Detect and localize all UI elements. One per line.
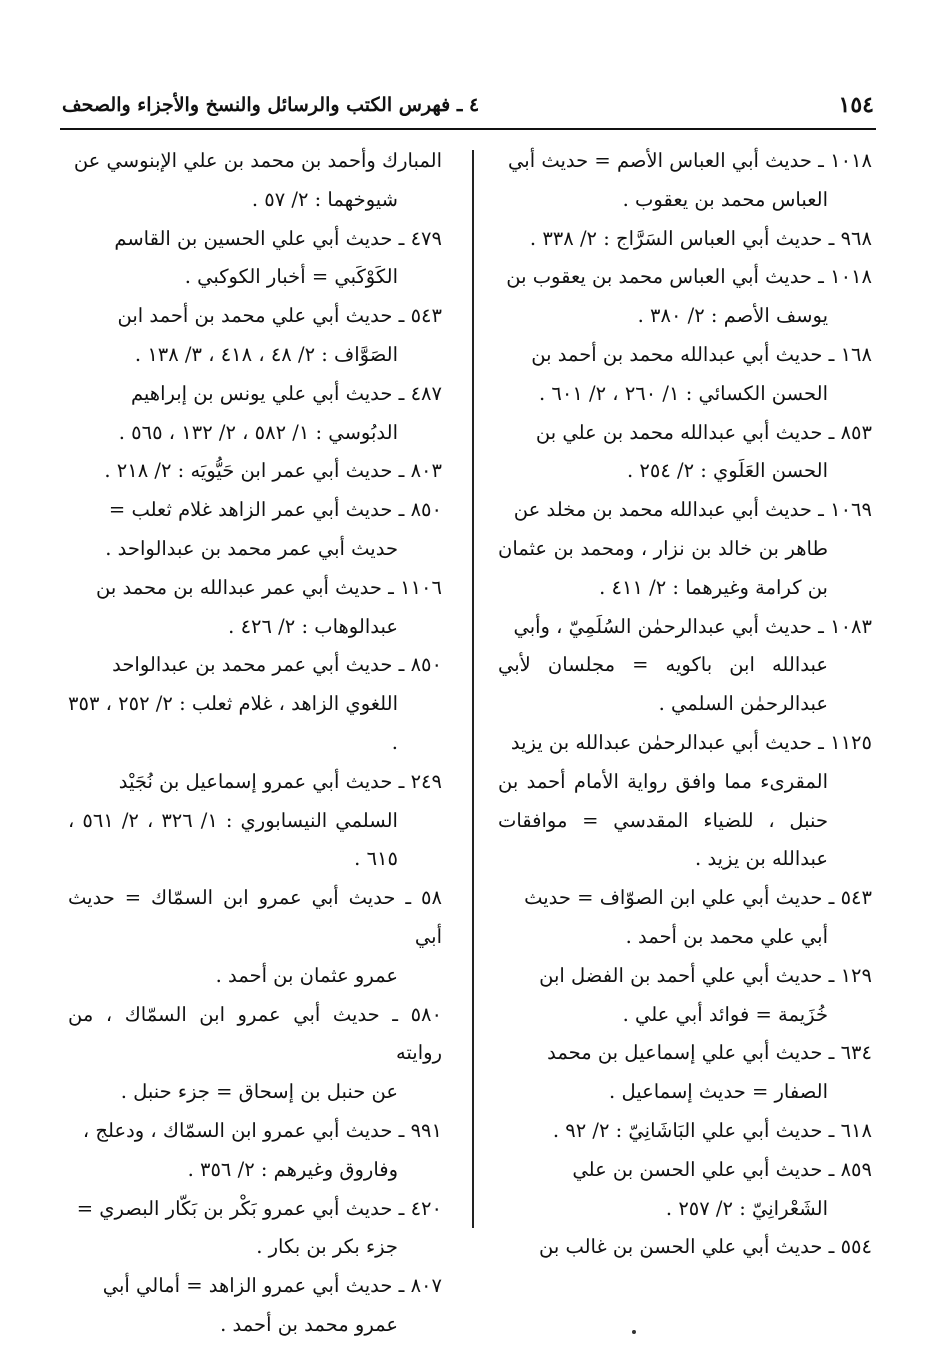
left-column bbox=[68, 142, 442, 1345]
entry-line: ١١٠٦ ـ حديث أبي عمر عبدالله بن محمد بن bbox=[96, 575, 442, 599]
index-entry bbox=[498, 414, 872, 492]
entry-line: ١٠١٨ ـ حديث أبي العباس محمد بن يعقوب بن bbox=[506, 265, 872, 289]
index-entry bbox=[498, 1151, 872, 1229]
index-entry bbox=[68, 491, 442, 569]
running-title: ٤ ـ فهرس الكتب والرسائل والنسخ والأجزاء والصحف bbox=[62, 94, 480, 116]
entry-continuation: أبي علي محمد بن أحمد . bbox=[625, 924, 828, 948]
entry-line: ٥٨ ـ حديث أبي عمرو ابن السمّاك = حديث أبي bbox=[68, 886, 442, 948]
entry-line: ٥٨٠ ـ حديث أبي عمرو ابن السمّاك ، من روايته bbox=[68, 1002, 442, 1065]
entry-line: ٨٥٩ ـ حديث أبي علي الحسن بن علي bbox=[572, 1157, 872, 1181]
entry-line: ٥٥٤ ـ حديث أبي علي الحسن بن غالب بن bbox=[539, 1235, 872, 1259]
index-entry bbox=[498, 879, 872, 957]
entry-line: ١٠١٨ ـ حديث أبي العباس الأصم = حديث أبي bbox=[508, 149, 872, 172]
entry-line: ٥٤٣ ـ حديث أبي علي ابن الصوّاف = حديث bbox=[524, 886, 872, 910]
entry-continuation: الدبُوسي : ١/ ٥٨٢ ، ٢/ ١٣٢ ، ٥٦٥ . bbox=[118, 420, 398, 444]
index-entry bbox=[68, 220, 442, 298]
index-entry bbox=[68, 763, 442, 879]
entry-continuation: اللغوي الزاهد ، غلام ثعلب : ٢/ ٢٥٢ ، ٣٥٣ . bbox=[68, 692, 398, 754]
entry-continuation: السلمي النيسابوري : ١/ ٣٢٦ ، ٢/ ٥٦١ ، ٦١٥ . bbox=[68, 808, 398, 871]
index-entry bbox=[498, 608, 872, 724]
entry-line: ٨٥٠ ـ حديث أبي عمر محمد بن عبدالواحد bbox=[112, 653, 442, 677]
index-entry bbox=[498, 1112, 872, 1151]
index-entry bbox=[498, 220, 872, 259]
entry-continuation: الصَوَّاف : ٢/ ٤٨ ، ٤١٨ ، ٣/ ١٣٨ . bbox=[134, 342, 398, 366]
index-entry bbox=[68, 569, 442, 647]
entry-continuation: الصفار = حديث إسماعيل . bbox=[609, 1080, 828, 1104]
entry-line: ٤٧٩ ـ حديث أبي علي الحسين بن القاسم bbox=[114, 226, 442, 250]
entry-continuation: شيوخهما : ٢/ ٥٧ . bbox=[251, 187, 398, 211]
entry-continuation: وفاروق وغيرهم : ٢/ ٣٥٦ . bbox=[187, 1157, 398, 1181]
entry-continuation: الكَوْكَبي = أخبار الكوكبي . bbox=[184, 265, 398, 289]
entry-continuation: يوسف الأصم : ٢/ ٣٨٠ . bbox=[637, 304, 828, 328]
index-entry bbox=[68, 1190, 442, 1268]
entry-continuation: عمرو عثمان بن أحمد . bbox=[215, 963, 398, 987]
index-entry bbox=[68, 646, 442, 762]
entry-continuation: الحسن العَلَوي : ٢/ ٢٥٤ . bbox=[626, 459, 828, 483]
entry-line: ١٦٨ ـ حديث أبي عبدالله محمد بن أحمد بن bbox=[531, 342, 872, 366]
entry-line: ٥٤٣ ـ حديث أبي علي محمد بن أحمد ابن bbox=[117, 304, 442, 328]
entry-line: ٨٥٣ ـ حديث أبي عبدالله محمد بن علي بن bbox=[535, 420, 872, 444]
entry-line: ٨٥٠ ـ حديث أبي عمر الزاهد غلام ثعلب = bbox=[108, 498, 442, 522]
index-entry bbox=[498, 336, 872, 414]
entry-continuation: العباس محمد بن يعقوب . bbox=[622, 187, 828, 211]
entry-continuation: عبدالله ابن باكويه = مجلسان لأبي عبدالرحمٰن السلمي . bbox=[498, 653, 828, 716]
entry-continuation: المقرىء مما وافق رواية الأمام أحمد بن حنبل ، للضياء المقدسي = موافقات عبدالله بن يزيد . bbox=[498, 769, 828, 871]
index-entry bbox=[498, 1228, 872, 1267]
entry-continuation: الشَعْرانِيّ : ٢/ ٢٥٧ . bbox=[665, 1196, 828, 1220]
entry-continuation: طاهر بن خالد بن نزار ، ومحمد بن عثمان بن كرامة وغيرهما : ٢/ ٤١١ . bbox=[498, 536, 828, 599]
entry-continuation: خُزَيمة = فوائد أبي علي . bbox=[622, 1002, 828, 1026]
entry-line: المبارك وأحمد بن محمد بن علي الإبنوسي عن bbox=[73, 149, 442, 172]
index-entry bbox=[68, 142, 442, 220]
entry-line: ٩٩١ ـ حديث أبي عمرو ابن السمّاك ، ودعلج ، bbox=[82, 1118, 442, 1142]
entry-line: ٤٢٠ ـ حديث أبي عمرو بَكْر بن بَكّار البصري = bbox=[76, 1196, 442, 1220]
right-column bbox=[498, 142, 872, 1267]
footer-dot bbox=[632, 1330, 636, 1334]
index-entry bbox=[498, 258, 872, 336]
entry-line: ٢٤٩ ـ حديث أبي عمرو إسماعيل بن نُجَيْد bbox=[118, 769, 442, 793]
index-entry bbox=[498, 724, 872, 879]
index-entry bbox=[68, 452, 442, 491]
index-entry bbox=[68, 1267, 442, 1345]
header-rule bbox=[60, 128, 876, 130]
entry-line: ١٠٨٣ ـ حديث أبي عبدالرحمٰن السُلَمِيّ ، وأبي bbox=[513, 614, 872, 638]
index-entry bbox=[68, 1112, 442, 1190]
index-entry bbox=[498, 957, 872, 1035]
entry-line: ١٠٦٩ ـ حديث أبي عبدالله محمد بن مخلد عن bbox=[513, 498, 872, 522]
entry-continuation: عن حنبل بن إسحاق = جزء حنبل . bbox=[120, 1080, 398, 1104]
entry-continuation: الحسن الكسائي : ١/ ٢٦٠ ، ٢/ ٦٠١ . bbox=[539, 381, 828, 405]
entry-line: ٦٣٤ ـ حديث أبي علي إسماعيل بن محمد bbox=[547, 1041, 872, 1065]
page-number: ١٥٤ bbox=[838, 92, 874, 118]
entry-line: ١١٢٥ ـ حديث أبي عبدالرحمٰن عبدالله بن يزيد bbox=[510, 730, 872, 754]
entry-line: ٦١٨ ـ حديث أبي علي البَاشَانِيّ : ٢/ ٩٢ . bbox=[552, 1118, 872, 1142]
index-entry bbox=[498, 142, 872, 220]
index-entry bbox=[68, 375, 442, 453]
entry-continuation: عبدالوهاب : ٢/ ٤٢٦ . bbox=[228, 614, 398, 638]
entry-continuation: عمرو محمد بن أحمد . bbox=[220, 1312, 398, 1336]
column-divider bbox=[472, 150, 474, 1228]
entry-continuation: حديث أبي عمر محمد بن عبدالواحد . bbox=[105, 536, 398, 560]
page-header bbox=[62, 88, 874, 122]
entry-line: ٩٦٨ ـ حديث أبي العباس السَرَّاج : ٢/ ٣٣٨ . bbox=[529, 226, 872, 250]
entry-line: ١٢٩ ـ حديث أبي علي أحمد بن الفضل ابن bbox=[539, 963, 872, 987]
index-entry bbox=[498, 491, 872, 607]
entry-line: ٨٠٣ ـ حديث أبي عمر ابن حَيُّويَه : ٢/ ٢١٨ . bbox=[104, 459, 442, 483]
index-entry bbox=[498, 1034, 872, 1112]
entry-continuation: جزء بكر بن بكار . bbox=[256, 1235, 398, 1259]
entry-line: ٨٠٧ ـ حديث أبي عمرو الزاهد = أمالي أبي bbox=[102, 1274, 442, 1298]
entry-line: ٤٨٧ ـ حديث أبي علي يونس بن إبراهيم bbox=[130, 381, 442, 405]
index-entry bbox=[68, 879, 442, 995]
index-entry bbox=[68, 297, 442, 375]
index-entry bbox=[68, 996, 442, 1112]
